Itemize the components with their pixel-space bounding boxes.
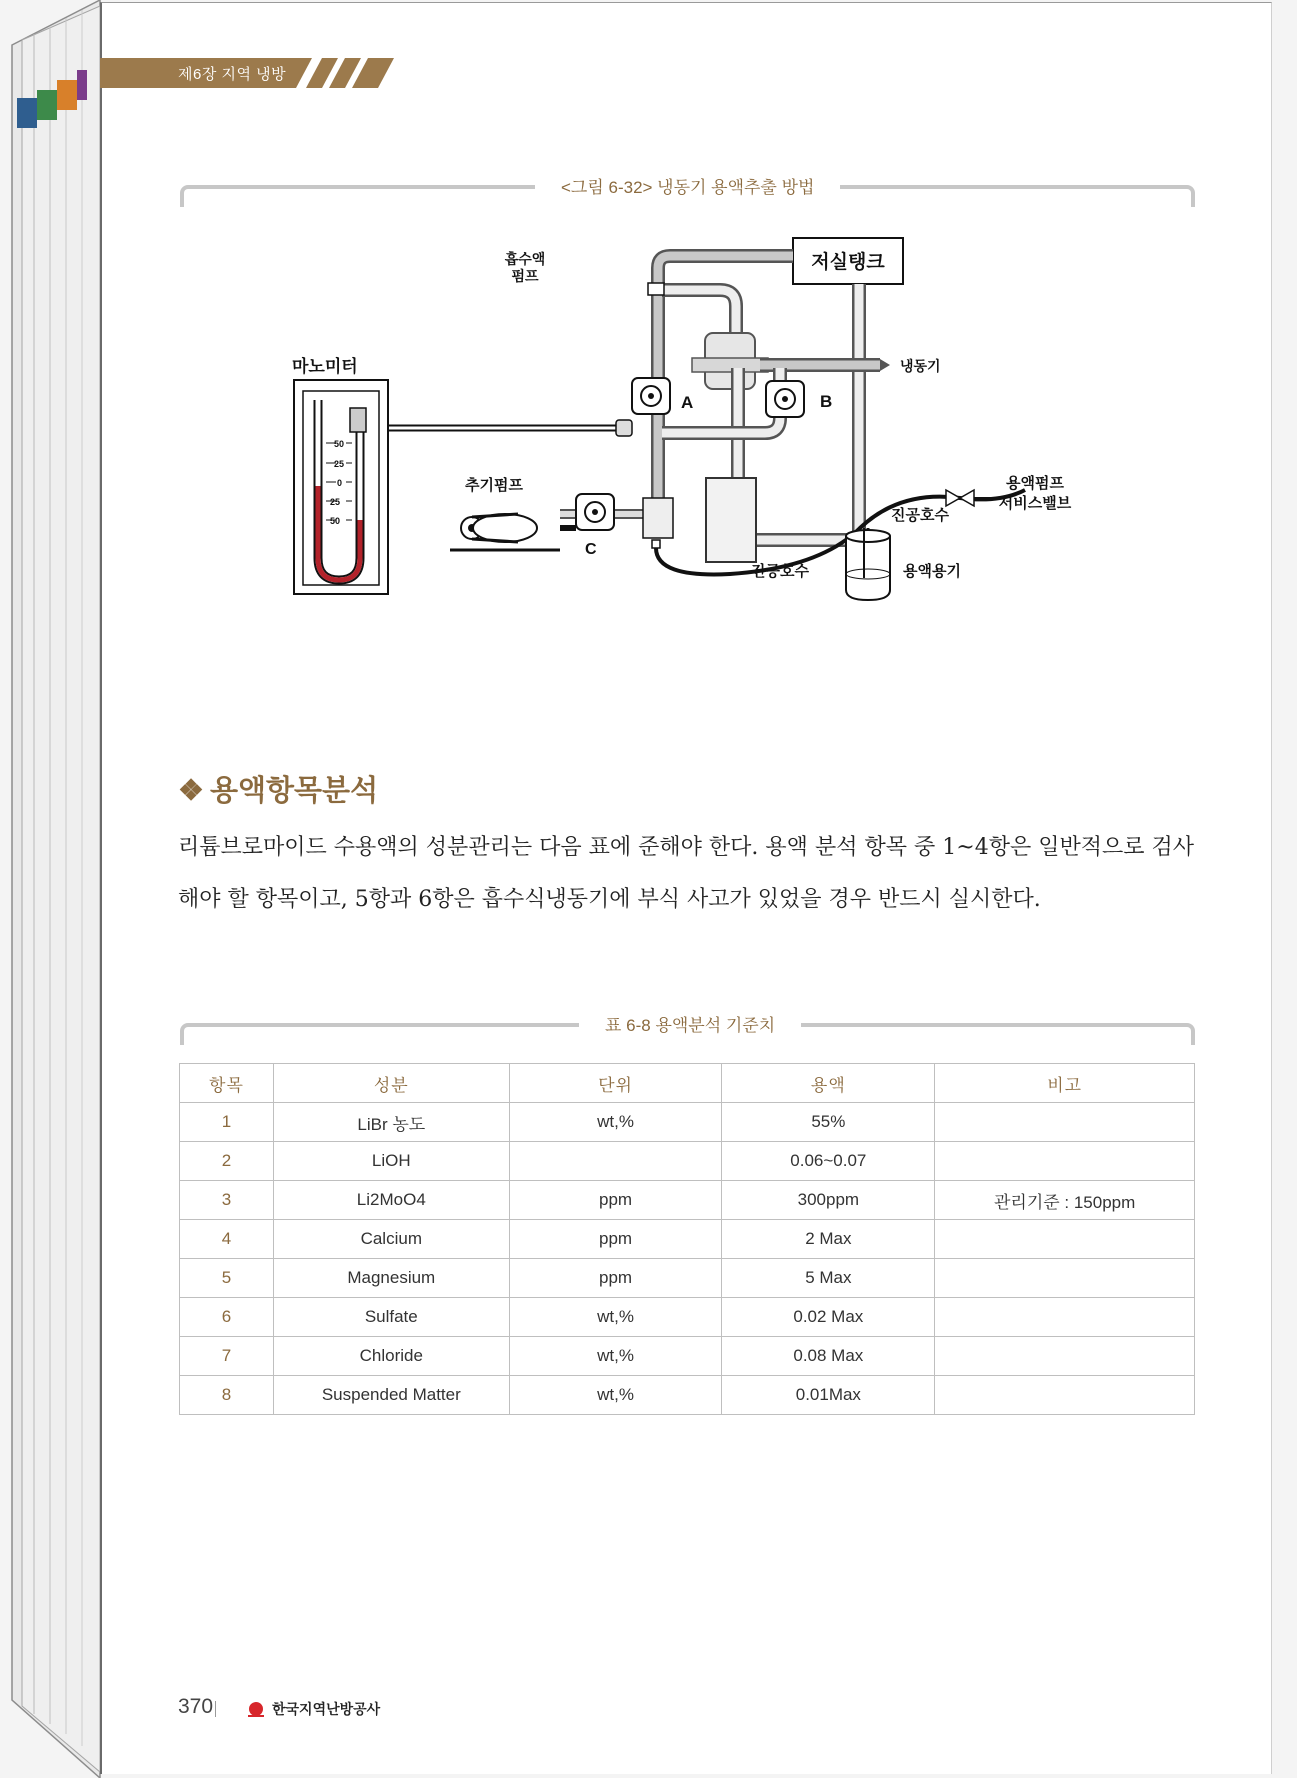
table-row	[180, 1259, 1195, 1298]
figure-caption: <그림 6-32> 냉동기 용액추출 방법	[535, 173, 840, 198]
cell-unit: ppm	[509, 1259, 722, 1298]
table-row	[180, 1298, 1195, 1337]
table-row	[180, 1103, 1195, 1142]
cell-unit: ppm	[509, 1220, 722, 1259]
cell-solution: 5 Max	[722, 1259, 935, 1298]
table-header-row	[180, 1064, 1195, 1103]
footer-divider	[215, 1701, 216, 1717]
section-heading-text: 용액항목분석	[210, 775, 379, 807]
cell-unit: wt,%	[509, 1298, 722, 1337]
vacuum-hose-label: 진공호수	[751, 563, 809, 580]
cell-solution: 0.01Max	[722, 1376, 935, 1415]
book-page-edges	[0, 0, 110, 1778]
header-item: 항목	[180, 1064, 274, 1103]
purge-pump-label: 추기펌프	[465, 477, 523, 494]
solution-container-label: 용액용기	[903, 563, 961, 580]
solution-analysis-table	[179, 1063, 1195, 1415]
cell-remarks	[935, 1376, 1195, 1415]
vacuum-hose-label-2: 진공호수	[891, 507, 949, 524]
cell-unit	[509, 1142, 722, 1181]
table-row	[180, 1142, 1195, 1181]
drain-tank	[706, 478, 756, 562]
storage-tank-label: 저실탱크	[811, 252, 885, 273]
cell-unit: wt,%	[509, 1103, 722, 1142]
page-number: 370	[178, 1695, 214, 1718]
solution-container	[846, 528, 890, 600]
cell-component: Li2MoO4	[273, 1181, 509, 1220]
cell-component: LiOH	[273, 1142, 509, 1181]
cell-item: 5	[180, 1259, 274, 1298]
table-row	[180, 1220, 1195, 1259]
chiller-label: 냉동기	[900, 358, 941, 374]
cell-item: 1	[180, 1103, 274, 1142]
cell-remarks	[935, 1142, 1195, 1181]
valve-b	[766, 381, 804, 417]
diamond-bullet-icon: ❖	[178, 775, 204, 807]
cell-item: 2	[180, 1142, 274, 1181]
section-body: 리튬브로마이드 수용액의 성분관리는 다음 표에 준해야 한다. 용액 분석 항목 중 1~4항은 일반적으로 검사해야 할 항목이고, 5항과 6항은 흡수식냉동기에 부식 사고가 있었을 경우 반드시 실시한다.	[178, 835, 1194, 912]
purge-pump	[450, 514, 576, 550]
cell-component: LiBr 농도	[273, 1103, 509, 1142]
table-row	[180, 1337, 1195, 1376]
scale-mark: 50	[330, 516, 341, 526]
organization-name: 한국지역난방공사	[272, 1701, 381, 1717]
organization-logo-icon	[246, 1700, 266, 1720]
chapter-title: 제6장 지역 냉방	[178, 66, 287, 83]
cell-solution: 2 Max	[722, 1220, 935, 1259]
cell-solution: 0.06~0.07	[722, 1142, 935, 1181]
cell-remarks: 관리기준 : 150ppm	[935, 1181, 1195, 1220]
scale-mark: 50	[334, 439, 345, 449]
cell-remarks	[935, 1259, 1195, 1298]
cell-item: 7	[180, 1337, 274, 1376]
header-unit: 단위	[509, 1064, 722, 1103]
valve-c-label: C	[585, 541, 597, 558]
cell-remarks	[935, 1220, 1195, 1259]
cell-item: 3	[180, 1181, 274, 1220]
cell-component: Sulfate	[273, 1298, 509, 1337]
valve-c	[576, 494, 614, 530]
table-caption: 표 6-8 용액분석 기준치	[579, 1011, 801, 1036]
cell-solution: 0.02 Max	[722, 1298, 935, 1337]
cell-item: 6	[180, 1298, 274, 1337]
table-row	[180, 1181, 1195, 1220]
header-component: 성분	[273, 1064, 509, 1103]
cell-item: 4	[180, 1220, 274, 1259]
extraction-diagram	[260, 228, 1100, 668]
valve-b-label: B	[820, 392, 833, 411]
cell-remarks	[935, 1103, 1195, 1142]
cell-remarks	[935, 1337, 1195, 1376]
service-valve	[946, 490, 1000, 506]
header-solution: 용액	[722, 1064, 935, 1103]
cell-component: Chloride	[273, 1337, 509, 1376]
valve-a	[632, 378, 670, 414]
cell-unit: wt,%	[509, 1376, 722, 1415]
cell-remarks	[935, 1298, 1195, 1337]
cell-solution: 0.08 Max	[722, 1337, 935, 1376]
service-valve-label-2: 서비스밸브	[998, 495, 1072, 512]
cell-item: 8	[180, 1376, 274, 1415]
cell-component: Calcium	[273, 1220, 509, 1259]
cell-component: Suspended Matter	[273, 1376, 509, 1415]
cell-component: Magnesium	[273, 1259, 509, 1298]
section-heading	[178, 768, 378, 809]
cell-solution: 55%	[722, 1103, 935, 1142]
cell-unit: wt,%	[509, 1337, 722, 1376]
header-remarks: 비고	[935, 1064, 1195, 1103]
cell-unit: ppm	[509, 1181, 722, 1220]
absorbent-pump-label-2: 펌프	[511, 268, 539, 284]
absorbent-pump-label: 흡수액	[504, 251, 546, 267]
scale-mark: 25	[334, 459, 345, 469]
service-valve-label: 용액펌프	[1006, 475, 1064, 492]
cell-solution: 300ppm	[722, 1181, 935, 1220]
valve-a-label: A	[681, 393, 694, 412]
scale-mark: 25	[330, 497, 341, 507]
table-row	[180, 1376, 1195, 1415]
manometer-label: 마노미터	[292, 357, 358, 376]
scale-mark: 0	[337, 478, 343, 488]
